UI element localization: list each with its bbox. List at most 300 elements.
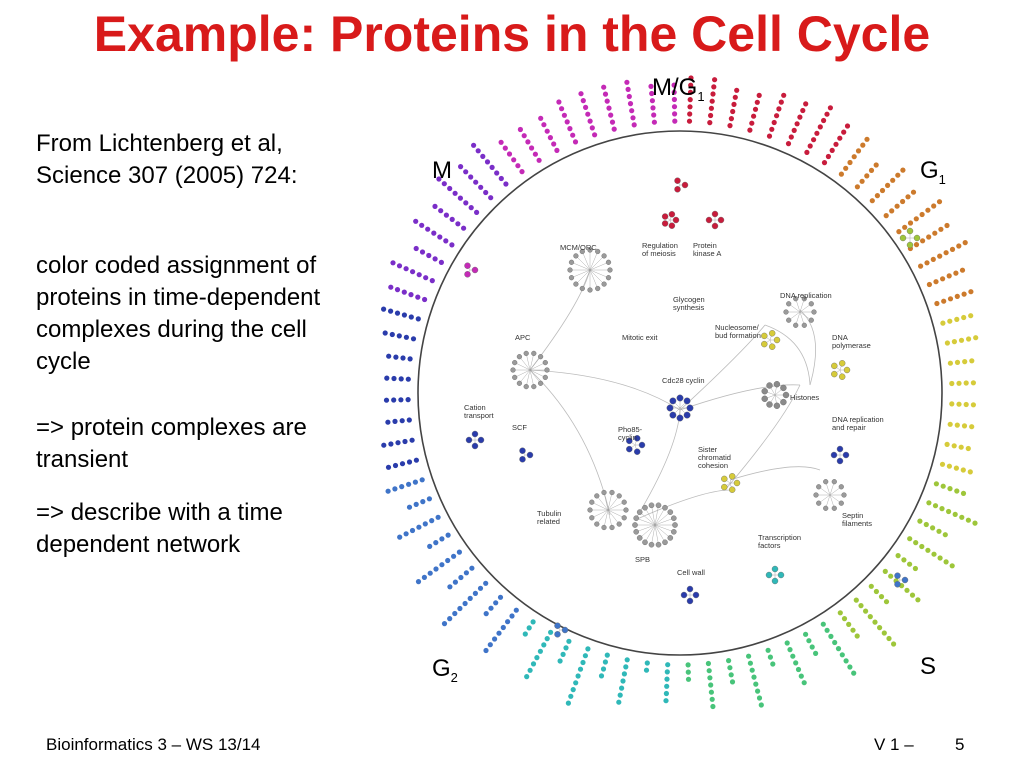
ring-protein-dot xyxy=(854,598,859,603)
ring-protein-dot xyxy=(399,484,404,489)
cluster-node xyxy=(602,490,607,495)
ring-protein-dot xyxy=(515,163,520,168)
ring-protein-dot xyxy=(601,85,606,90)
cluster-node xyxy=(589,500,594,505)
ring-protein-dot xyxy=(804,150,809,155)
ring-protein-dot xyxy=(810,644,815,649)
cluster-node xyxy=(769,344,775,350)
ring-protein-dot xyxy=(914,216,919,221)
ring-protein-dot xyxy=(612,127,617,132)
cluster-edge xyxy=(640,512,655,525)
ring-protein-dot xyxy=(952,339,957,344)
ring-protein-dot xyxy=(473,180,478,185)
cluster-node xyxy=(780,399,786,405)
ring-protein-dot xyxy=(499,140,504,145)
cluster-node xyxy=(677,395,683,401)
ring-protein-dot xyxy=(627,94,632,99)
ring-protein-dot xyxy=(650,105,655,110)
ring-protein-dot xyxy=(422,575,427,580)
ring-protein-dot xyxy=(766,648,771,653)
ring-protein-dot xyxy=(945,442,950,447)
cluster-node xyxy=(907,228,913,234)
ring-protein-dot xyxy=(925,548,930,553)
page-number: 5 xyxy=(955,735,965,754)
ring-protein-dot xyxy=(563,645,568,650)
cluster-node xyxy=(774,403,780,409)
ring-protein-dot xyxy=(453,191,458,196)
ring-protein-dot xyxy=(624,80,629,85)
ring-protein-dot xyxy=(730,109,735,114)
cluster-node xyxy=(632,522,637,527)
ring-protein-dot xyxy=(874,162,879,167)
ring-protein-dot xyxy=(811,137,816,142)
ring-protein-dot xyxy=(937,254,942,259)
ring-protein-dot xyxy=(779,100,784,105)
ring-protein-dot xyxy=(476,148,481,153)
ring-protein-dot xyxy=(463,601,468,606)
ring-protein-dot xyxy=(972,521,977,526)
ring-protein-dot xyxy=(825,628,830,633)
cluster-node xyxy=(712,211,718,217)
ring-protein-dot xyxy=(551,141,556,146)
cluster-node xyxy=(594,522,599,527)
ring-protein-dot xyxy=(936,529,941,534)
ring-protein-dot xyxy=(792,128,797,133)
ring-protein-dot xyxy=(507,151,512,156)
cluster-node xyxy=(662,540,667,545)
ring-protein-dot xyxy=(901,557,906,562)
ring-protein-dot xyxy=(393,463,398,468)
ring-protein-dot xyxy=(531,619,536,624)
ring-protein-dot xyxy=(566,701,571,706)
ring-protein-dot xyxy=(955,294,960,299)
ring-protein-dot xyxy=(971,380,976,385)
ring-protein-dot xyxy=(581,98,586,103)
ring-protein-dot xyxy=(915,597,920,602)
ring-protein-dot xyxy=(966,336,971,341)
cluster-node xyxy=(772,578,778,584)
cluster-node xyxy=(668,510,673,515)
ring-protein-dot xyxy=(488,606,493,611)
cluster-node xyxy=(517,381,522,386)
ring-protein-dot xyxy=(969,424,974,429)
ring-protein-dot xyxy=(910,593,915,598)
ring-protein-dot xyxy=(672,111,677,116)
ring-protein-dot xyxy=(961,467,966,472)
ring-protein-dot xyxy=(463,169,468,174)
ring-protein-dot xyxy=(578,667,583,672)
ring-protein-dot xyxy=(870,198,875,203)
ring-protein-dot xyxy=(488,642,493,647)
cluster-node xyxy=(512,375,517,380)
ring-protein-dot xyxy=(413,219,418,224)
ring-protein-dot xyxy=(493,600,498,605)
ring-protein-dot xyxy=(599,673,604,678)
ring-protein-dot xyxy=(390,332,395,337)
ring-protein-dot xyxy=(420,249,425,254)
cluster-node xyxy=(649,503,654,508)
ring-protein-dot xyxy=(908,220,913,225)
ring-protein-dot xyxy=(618,693,623,698)
cluster-node xyxy=(555,623,561,629)
ring-protein-dot xyxy=(567,126,572,131)
ring-protein-dot xyxy=(879,594,884,599)
ring-protein-dot xyxy=(962,359,967,364)
cluster-node xyxy=(662,221,668,227)
ring-protein-dot xyxy=(414,502,419,507)
cluster-node xyxy=(843,452,849,458)
ring-protein-dot xyxy=(872,620,877,625)
cluster-node xyxy=(900,235,906,241)
source-line: From Lichtenberg et al, xyxy=(36,130,283,157)
ring-protein-dot xyxy=(432,204,437,209)
ring-protein-dot xyxy=(390,260,395,265)
ring-protein-dot xyxy=(519,169,524,174)
cluster-node xyxy=(774,337,780,343)
ring-protein-dot xyxy=(938,227,943,232)
ring-protein-dot xyxy=(710,91,715,96)
ring-protein-dot xyxy=(821,622,826,627)
ring-protein-dot xyxy=(505,619,510,624)
ring-protein-dot xyxy=(708,682,713,687)
ring-protein-dot xyxy=(415,295,420,300)
cluster-label-dna-polymerase: DNA polymerase xyxy=(832,333,871,350)
ring-protein-dot xyxy=(592,132,597,137)
ring-protein-dot xyxy=(410,438,415,443)
ring-protein-dot xyxy=(588,119,593,124)
ring-layer xyxy=(381,75,978,709)
cell-cycle-network-figure xyxy=(380,70,980,710)
cluster-node xyxy=(769,330,775,336)
ring-protein-dot xyxy=(895,204,900,209)
ring-protein-dot xyxy=(427,544,432,549)
ring-protein-dot xyxy=(900,168,905,173)
cluster-edge xyxy=(590,256,604,270)
cluster-node xyxy=(524,351,529,356)
description-paragraph xyxy=(36,250,320,378)
phase-label-s: S xyxy=(920,653,937,680)
ring-protein-dot xyxy=(947,486,952,491)
cluster-node xyxy=(681,592,687,598)
ring-protein-dot xyxy=(558,658,563,663)
ring-protein-dot xyxy=(900,199,905,204)
cluster-label-pho85-cyclin: Pho85-cyclin xyxy=(618,425,643,442)
cluster-node xyxy=(734,480,740,486)
cluster-node xyxy=(844,367,850,373)
ring-protein-dot xyxy=(963,240,968,245)
ring-protein-dot xyxy=(926,234,931,239)
ring-protein-dot xyxy=(665,669,670,674)
cluster-node xyxy=(767,402,773,408)
ring-protein-dot xyxy=(619,686,624,691)
cluster-node xyxy=(812,310,817,315)
ring-protein-dot xyxy=(408,356,413,361)
cluster-node xyxy=(914,235,920,241)
ring-protein-dot xyxy=(750,668,755,673)
ring-protein-dot xyxy=(930,525,935,530)
ring-protein-dot xyxy=(565,119,570,124)
ring-protein-dot xyxy=(474,210,479,215)
ring-protein-dot xyxy=(406,377,411,382)
ring-protein-dot xyxy=(797,115,802,120)
ring-protein-dot xyxy=(559,106,564,111)
description-line: cycle xyxy=(36,348,91,375)
cluster-node xyxy=(512,360,517,365)
ring-protein-dot xyxy=(746,654,751,659)
cluster-label-spb: SPB xyxy=(635,555,651,564)
ring-protein-dot xyxy=(767,134,772,139)
ring-protein-dot xyxy=(392,486,397,491)
ring-protein-dot xyxy=(933,279,938,284)
ring-protein-dot xyxy=(933,503,938,508)
ring-protein-dot xyxy=(955,360,960,365)
cluster-node xyxy=(531,351,536,356)
cluster-node xyxy=(839,360,845,366)
ring-protein-dot xyxy=(864,173,869,178)
cluster-edge xyxy=(592,510,608,518)
ring-protein-dot xyxy=(860,179,865,184)
ring-protein-dot xyxy=(442,621,447,626)
cluster-label-dna-replication: DNA replication xyxy=(780,291,832,300)
cluster-node xyxy=(783,392,789,398)
ring-protein-dot xyxy=(407,505,412,510)
footer-lecture: V 1 – xyxy=(874,735,914,754)
ring-protein-dot xyxy=(880,188,885,193)
ring-protein-dot xyxy=(851,671,856,676)
ring-protein-dot xyxy=(455,221,460,226)
ring-protein-dot xyxy=(726,658,731,663)
ring-protein-dot xyxy=(920,238,925,243)
phase-label-m: M xyxy=(432,157,452,184)
ring-protein-dot xyxy=(956,243,961,248)
cluster-node xyxy=(839,484,844,489)
ring-protein-dot xyxy=(803,632,808,637)
ring-protein-dot xyxy=(439,260,444,265)
ring-protein-dot xyxy=(427,496,432,501)
ring-protein-dot xyxy=(407,417,412,422)
ring-protein-dot xyxy=(686,677,691,682)
ring-protein-dot xyxy=(391,397,396,402)
ring-protein-dot xyxy=(428,571,433,576)
ring-protein-dot xyxy=(931,257,936,262)
ring-protein-dot xyxy=(420,499,425,504)
ring-protein-dot xyxy=(452,611,457,616)
ring-protein-dot xyxy=(425,227,430,232)
ring-protein-dot xyxy=(786,141,791,146)
ring-protein-dot xyxy=(400,418,405,423)
ring-protein-dot xyxy=(483,581,488,586)
cluster-node xyxy=(761,341,767,347)
cluster-node xyxy=(624,508,629,513)
ring-protein-dot xyxy=(945,340,950,345)
cluster-label-glycogen-synthesis: Glycogen synthesis xyxy=(673,295,705,312)
cluster-edge xyxy=(655,518,674,525)
cluster-node xyxy=(729,487,735,493)
ring-protein-dot xyxy=(846,622,851,627)
cluster-node xyxy=(527,452,533,458)
ring-protein-dot xyxy=(944,559,949,564)
ring-protein-dot xyxy=(392,419,397,424)
cluster-node xyxy=(569,260,574,265)
ring-protein-dot xyxy=(518,127,523,132)
ring-protein-dot xyxy=(399,376,404,381)
ring-protein-dot xyxy=(528,668,533,673)
cluster-node xyxy=(786,301,791,306)
cluster-edge xyxy=(655,525,670,538)
ring-protein-dot xyxy=(388,309,393,314)
ring-protein-dot xyxy=(603,92,608,97)
ring-protein-dot xyxy=(973,335,978,340)
ring-protein-dot xyxy=(847,160,852,165)
ring-protein-dot xyxy=(838,610,843,615)
cluster-node xyxy=(538,354,543,359)
ring-protein-dot xyxy=(955,423,960,428)
cluster-node xyxy=(472,443,478,449)
ring-protein-dot xyxy=(911,190,916,195)
ring-protein-dot xyxy=(950,247,955,252)
ring-protein-dot xyxy=(457,606,462,611)
ring-protein-dot xyxy=(480,154,485,159)
ring-protein-dot xyxy=(841,130,846,135)
ring-protein-dot xyxy=(891,641,896,646)
ring-protein-dot xyxy=(931,203,936,208)
cluster-edge xyxy=(608,510,624,518)
ring-protein-dot xyxy=(896,229,901,234)
ring-protein-dot xyxy=(905,194,910,199)
ring-protein-dot xyxy=(875,193,880,198)
ring-protein-dot xyxy=(962,292,967,297)
cluster-node xyxy=(610,525,615,530)
ring-protein-dot xyxy=(468,174,473,179)
cluster-node xyxy=(649,542,654,547)
ring-protein-dot xyxy=(858,603,863,608)
ring-protein-dot xyxy=(733,95,738,100)
ring-protein-dot xyxy=(941,484,946,489)
ring-protein-dot xyxy=(884,213,889,218)
ring-protein-dot xyxy=(734,88,739,93)
cluster-node xyxy=(780,385,786,391)
cluster-node xyxy=(531,384,536,389)
bullet-line: dependent network xyxy=(36,531,241,558)
ring-protein-dot xyxy=(931,552,936,557)
cluster-label-histones: Histones xyxy=(790,393,820,402)
ring-protein-dot xyxy=(446,533,451,538)
ring-protein-dot xyxy=(509,613,514,618)
ring-protein-dot xyxy=(799,674,804,679)
cluster-node xyxy=(831,452,837,458)
ring-protein-dot xyxy=(776,106,781,111)
ring-protein-dot xyxy=(537,158,542,163)
cluster-node xyxy=(672,522,677,527)
cluster-node xyxy=(687,586,693,592)
ring-protein-dot xyxy=(709,106,714,111)
ring-protein-dot xyxy=(883,569,888,574)
ring-protein-dot xyxy=(499,176,504,181)
ring-protein-dot xyxy=(393,355,398,360)
ring-protein-dot xyxy=(556,99,561,104)
ring-protein-dot xyxy=(768,655,773,660)
ring-protein-dot xyxy=(710,704,715,709)
ring-protein-dot xyxy=(687,119,692,124)
ring-protein-dot xyxy=(924,260,929,265)
ring-protein-dot xyxy=(940,462,945,467)
ring-protein-dot xyxy=(388,285,393,290)
cluster-node xyxy=(793,323,798,328)
ring-protein-dot xyxy=(953,271,958,276)
ring-protein-dot xyxy=(687,104,692,109)
cluster-node xyxy=(574,282,579,287)
cluster-node xyxy=(602,254,607,259)
ring-protein-dot xyxy=(828,634,833,639)
cluster-node xyxy=(670,412,676,418)
cluster-node xyxy=(602,282,607,287)
cluster-edge xyxy=(592,502,608,510)
cluster-node xyxy=(511,368,516,373)
cluster-node xyxy=(656,503,661,508)
ring-protein-dot xyxy=(948,296,953,301)
ring-protein-dot xyxy=(843,166,848,171)
ring-protein-dot xyxy=(956,381,961,386)
ring-protein-dot xyxy=(793,660,798,665)
cluster-node xyxy=(656,542,661,547)
ring-protein-dot xyxy=(913,540,918,545)
ring-protein-dot xyxy=(548,135,553,140)
cluster-label-dna-replication-repair: DNA replication and repair xyxy=(832,415,884,432)
ring-protein-dot xyxy=(948,422,953,427)
ring-protein-dot xyxy=(842,616,847,621)
ring-protein-dot xyxy=(585,646,590,651)
cluster-node xyxy=(669,223,675,229)
ring-protein-dot xyxy=(907,562,912,567)
ring-protein-dot xyxy=(450,217,455,222)
ring-protein-dot xyxy=(860,143,865,148)
cluster-node xyxy=(895,581,901,587)
ring-protein-dot xyxy=(431,231,436,236)
description-line: complexes during the cell xyxy=(36,316,307,343)
ring-protein-dot xyxy=(664,677,669,682)
ring-protein-dot xyxy=(749,121,754,126)
ring-protein-dot xyxy=(769,127,774,132)
ring-protein-dot xyxy=(433,566,438,571)
ring-protein-dot xyxy=(414,458,419,463)
ring-protein-dot xyxy=(437,234,442,239)
ring-protein-dot xyxy=(934,481,939,486)
ring-protein-dot xyxy=(395,311,400,316)
ring-protein-dot xyxy=(889,208,894,213)
ring-protein-dot xyxy=(966,518,971,523)
ring-protein-dot xyxy=(533,152,538,157)
ring-protein-dot xyxy=(603,659,608,664)
ring-protein-dot xyxy=(814,131,819,136)
ring-protein-dot xyxy=(529,145,534,150)
ring-protein-dot xyxy=(927,282,932,287)
ring-protein-dot xyxy=(960,268,965,273)
slide-title: Example: Proteins in the Cell Cycle xyxy=(93,6,931,62)
ring-protein-dot xyxy=(913,566,918,571)
ring-protein-dot xyxy=(426,253,431,258)
cluster-label-transcription-factors: Transcription factors xyxy=(758,533,802,550)
ring-protein-dot xyxy=(422,297,427,302)
ring-protein-dot xyxy=(402,312,407,317)
ring-protein-dot xyxy=(541,642,546,647)
cluster-node xyxy=(687,405,693,411)
ring-protein-dot xyxy=(944,250,949,255)
ring-protein-dot xyxy=(968,469,973,474)
cluster-node xyxy=(622,500,627,505)
cluster-node xyxy=(693,592,699,598)
cluster-node xyxy=(642,540,647,545)
ring-protein-dot xyxy=(943,532,948,537)
